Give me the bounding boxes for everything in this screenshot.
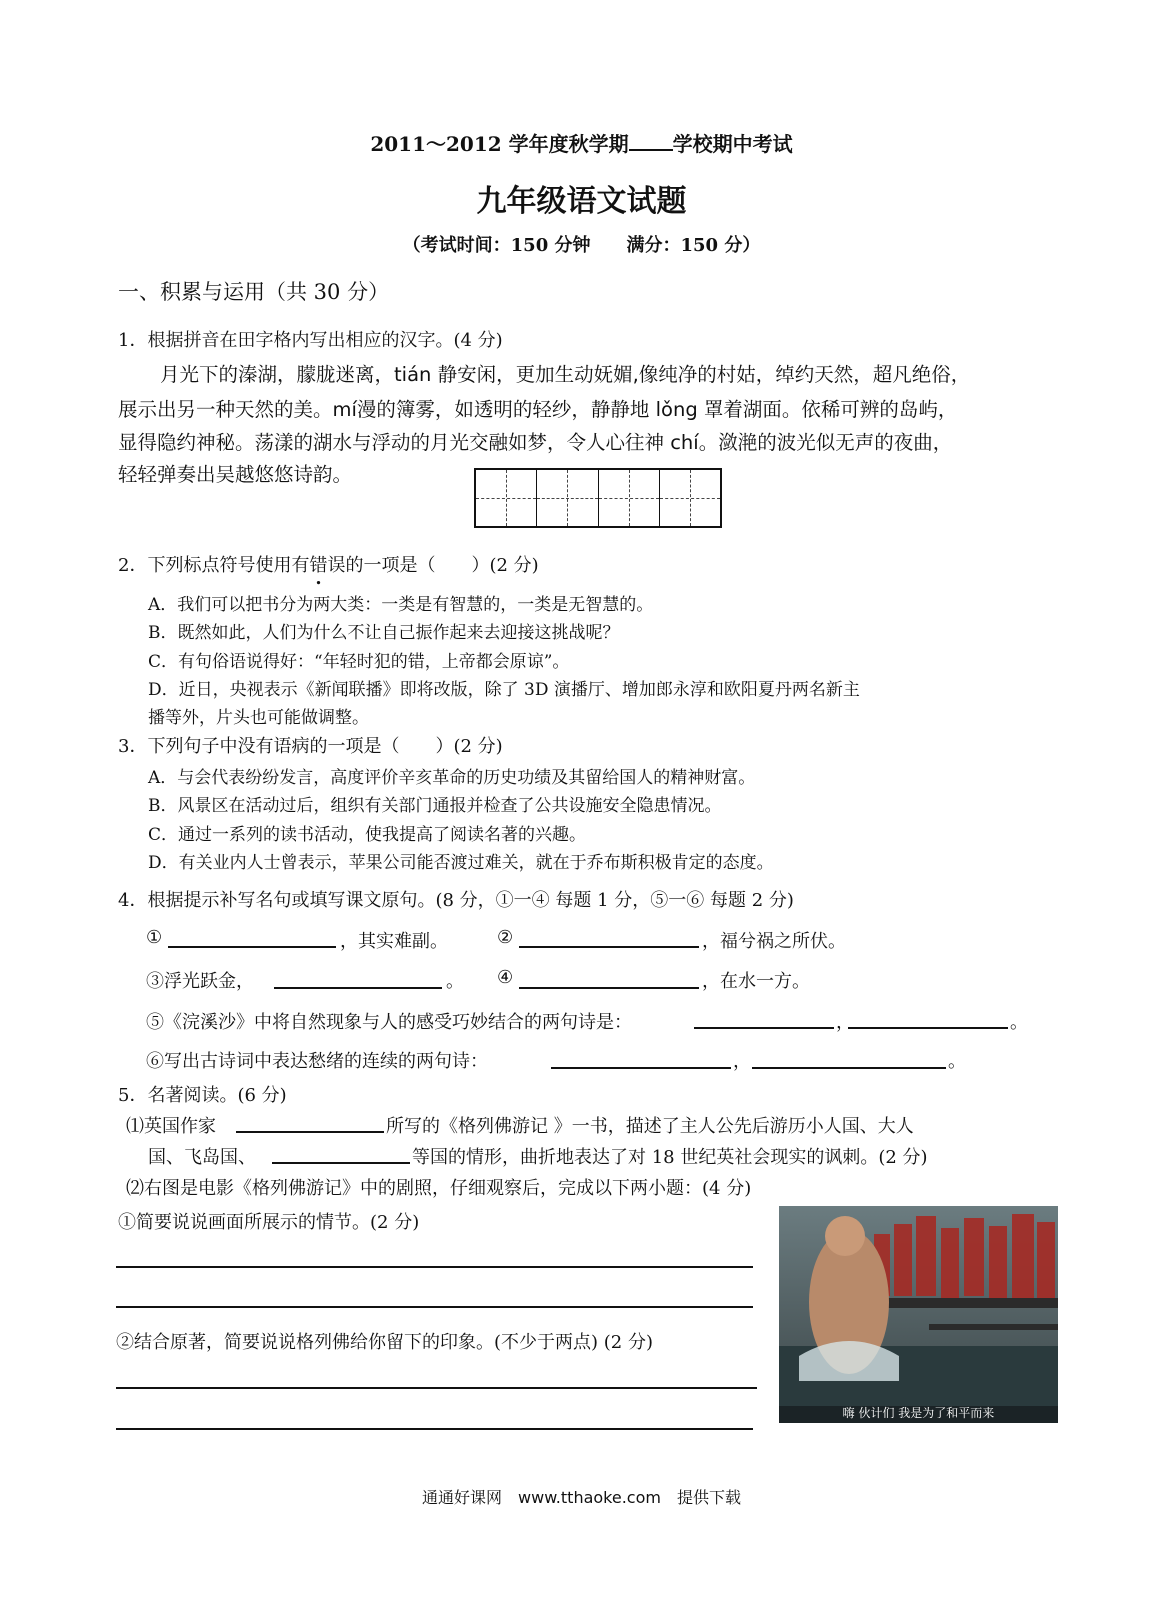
q3-stem: 3．下列句子中没有语病的一项是（ ）(2 分) <box>118 736 503 757</box>
q4-answer-blank-5a[interactable] <box>694 1027 834 1029</box>
q5-part1-a: ⑴英国作家 <box>126 1116 216 1137</box>
q5-sub1-answer-line[interactable] <box>116 1306 753 1308</box>
q4-item-3-prefix: ③浮光跃金， <box>146 971 254 992</box>
q5-country-blank[interactable] <box>272 1162 410 1164</box>
q5-sub1: ①简要说说画面所展示的情节。(2 分) <box>118 1212 420 1233</box>
film-still-graphic <box>779 1206 1058 1423</box>
q5-part1-d: 等国的情形，曲折地表达了对 18 世纪英社会现实的讽刺。(2 分) <box>412 1147 928 1168</box>
q1-para-line: 轻轻弹奏出吴越悠悠诗韵。 <box>118 463 353 486</box>
film-still-caption: 嗨 伙计们 我是为了和平而来 <box>842 1406 995 1420</box>
q1-para-line: 月光下的溱湖，朦胧迷离，tián 静安闲，更加生动妩媚,像纯净的村姑，绰约天然，超凡绝俗， <box>160 363 971 386</box>
q4-item-1-prefix: ① <box>146 927 163 948</box>
q5-part1-c: 国、飞岛国、 <box>148 1147 256 1168</box>
q4-comma: ， <box>733 1051 751 1072</box>
q5-sub2: ②结合原著，简要说说格列佛给你留下的印象。(不少于两点) (2 分) <box>116 1332 653 1353</box>
q4-answer-blank-1[interactable] <box>168 946 336 948</box>
q4-item-1-suffix: ，其实难副。 <box>340 931 448 952</box>
section-title: 一、积累与运用（共 30 分） <box>118 280 390 304</box>
grid-cell[interactable] <box>599 470 660 526</box>
q2-emphasis: 有错误 <box>291 555 346 576</box>
q5-author-blank[interactable] <box>236 1131 384 1133</box>
q1-para-line: 展示出另一种天然的美。mí漫的簿雾，如透明的轻纱，静静地 lǒng 罩着湖面。依稀可辨的岛屿， <box>118 398 958 421</box>
q5-part2: ⑵右图是电影《格列佛游记》中的剧照，仔细观察后，完成以下两小题：(4 分) <box>126 1178 752 1199</box>
q4-period: 。 <box>948 1051 966 1072</box>
q4-stem: 4．根据提示补写名句或填写课文原句。(8 分，①一④ 每题 1 分，⑤一⑥ 每题 2 分) <box>118 890 794 911</box>
exam-meta: （考试时间：150 分钟 满分：150 分） <box>402 235 761 256</box>
q4-item-4-suffix: ，在水一方。 <box>702 971 810 992</box>
q4-period: 。 <box>1010 1012 1028 1033</box>
q5-stem: 5．名著阅读。(6 分) <box>118 1085 287 1106</box>
q1-stem: 1．根据拼音在田字格内写出相应的汉字。(4 分) <box>118 330 503 351</box>
q4-item-6: ⑥写出古诗词中表达愁绪的连续的两句诗： <box>146 1051 488 1072</box>
q5-part1-b: 所写的《格列佛游记 》一书，描述了主人公先后游历小人国、大人 <box>386 1116 914 1137</box>
q5-sub2-answer-line[interactable] <box>116 1428 753 1430</box>
q2-stem-text: 的一项是（ ）(2 分) <box>345 555 539 576</box>
q4-answer-blank-3[interactable] <box>274 987 442 989</box>
q4-answer-blank-4[interactable] <box>519 987 699 989</box>
q4-item-2-suffix: ，福兮祸之所伏。 <box>702 931 846 952</box>
tianzige-answer-grid[interactable] <box>474 468 722 528</box>
grid-cell[interactable] <box>660 470 720 526</box>
q2-option: A．我们可以把书分为两大类：一类是有智慧的，一类是无智慧的。 <box>148 595 654 615</box>
q4-item-4-prefix: ④ <box>497 967 514 988</box>
q4-item-5: ⑤《浣溪沙》中将自然现象与人的感受巧妙结合的两句诗是： <box>146 1012 632 1033</box>
q3-option: B．风景区在活动过后，组织有关部门通报并检查了公共设施安全隐患情况。 <box>148 796 722 816</box>
q3-option: D．有关业内人士曾表示，苹果公司能否渡过难关，就在于乔布斯积极肯定的态度。 <box>148 853 774 873</box>
footer-credit: 通通好课网 www.tthaoke.com 提供下载 <box>422 1488 741 1507</box>
q4-comma: ， <box>836 1012 854 1033</box>
grid-cell[interactable] <box>476 470 537 526</box>
q4-item-3-suffix: 。 <box>446 971 464 992</box>
q3-option: A．与会代表纷纷发言，高度评价辛亥革命的历史功绩及其留给国人的精神财富。 <box>148 768 756 788</box>
film-still-image <box>779 1206 1058 1423</box>
q4-item-2-prefix: ② <box>497 927 514 948</box>
exam-year-term: 2011～2012 学年度秋学期 <box>370 132 629 156</box>
exam-title: 九年级语文试题 <box>476 184 687 219</box>
q1-para-line: 显得隐约神秘。荡漾的湖水与浮动的月光交融如梦，令人心往神 chí。潋滟的波光似无声的夜曲， <box>118 431 953 454</box>
exam-header-line <box>0 128 1163 157</box>
q3-option: C．通过一系列的读书活动，使我提高了阅读名著的兴趣。 <box>148 825 587 845</box>
q2-option: B．既然如此，人们为什么不让自己振作起来去迎接这挑战呢？ <box>148 623 620 643</box>
q5-sub1-answer-line[interactable] <box>116 1266 753 1268</box>
q4-answer-blank-2[interactable] <box>519 946 699 948</box>
q2-stem-text: 2．下列标点符号使用 <box>118 555 292 576</box>
q4-answer-blank-5b[interactable] <box>848 1027 1008 1029</box>
q2-option: 播等外，片头也可能做调整。 <box>148 708 369 728</box>
q2-option: D．近日，央视表示《新闻联播》即将改版，除了 3D 演播厅、增加郎永淳和欧阳夏丹两名新主 <box>148 680 860 700</box>
grid-cell[interactable] <box>537 470 598 526</box>
exam-type: 学校期中考试 <box>672 132 793 156</box>
q4-answer-blank-6b[interactable] <box>752 1067 946 1069</box>
q4-answer-blank-6a[interactable] <box>551 1067 731 1069</box>
q2-option: C．有句俗语说得好：“年轻时犯的错，上帝都会原谅”。 <box>148 652 570 672</box>
q2-stem <box>118 551 539 577</box>
q5-sub2-answer-line[interactable] <box>116 1387 757 1389</box>
school-name-blank <box>629 131 673 151</box>
